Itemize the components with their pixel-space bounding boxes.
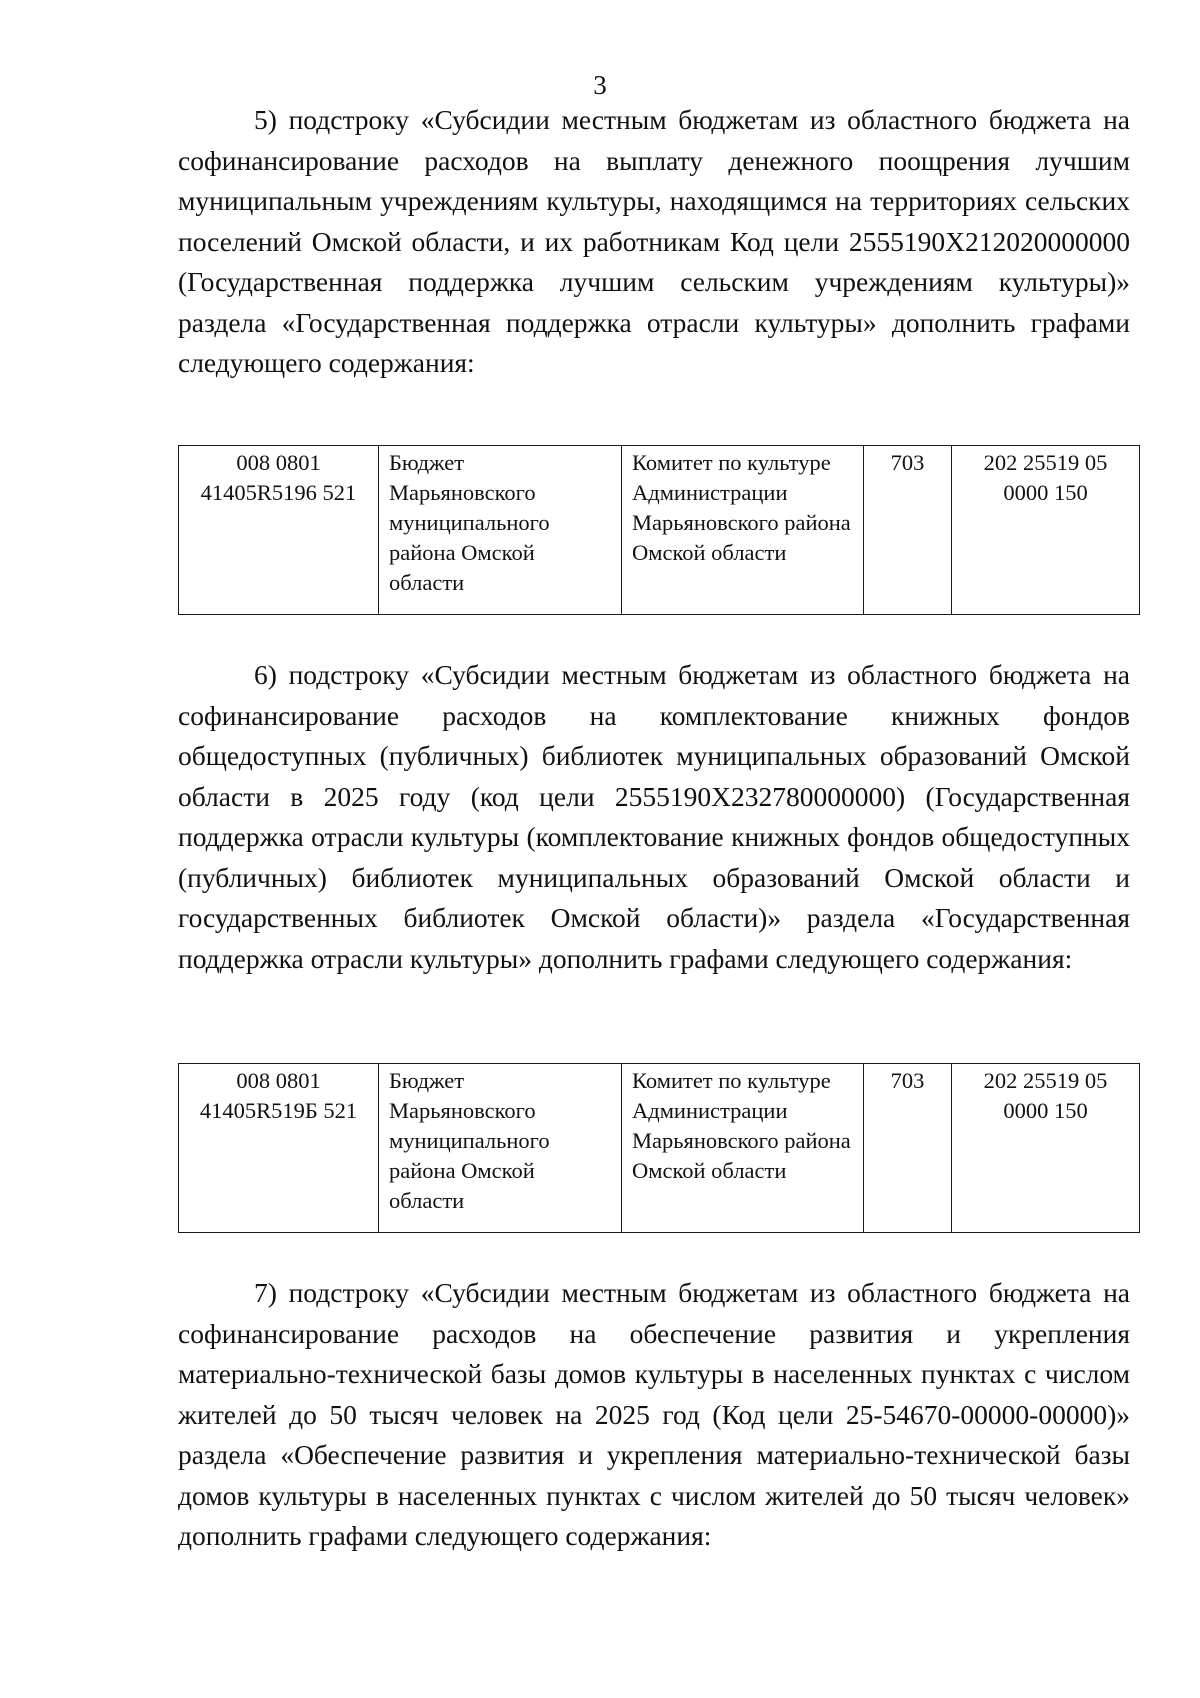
budget-name-cell: Бюджет Марьяновского муниципального района Омской области <box>379 1064 622 1233</box>
budget-classification-code-cell <box>179 446 379 615</box>
code-line-2: 41405R5196 521 <box>200 480 357 505</box>
paragraph-item-6: 6) подстроку «Субсидии местным бюджетам из областного бюджета на софинансирование расходов на комплектование книжных фондов общедоступных (публичных) библиотек муниципальных образований Омской области в 2025 году (код цели 2555190X232780000000) (Государственная поддержка отрасли культуры (комплектование книжных фондов общедоступных (публичных) библиотек муниципальных образований Омской области и государственных библиотек Омской области)» раздела «Государственная поддержка отрасли культуры» дополнить графами следующего содержания: <box>178 659 1130 974</box>
table-row <box>179 1064 1140 1233</box>
income-code-line-1: 202 25519 05 <box>983 1068 1108 1093</box>
income-code-line-2: 0000 150 <box>1003 480 1088 505</box>
budget-table-2 <box>178 1063 1140 1233</box>
admin-code-cell: 703 <box>864 446 952 615</box>
income-code-line-2: 0000 150 <box>1003 1098 1088 1123</box>
income-code-cell <box>952 1064 1140 1233</box>
budget-table-1 <box>178 445 1140 615</box>
paragraph-item-7: 7) подстроку «Субсидии местным бюджетам из областного бюджета на софинансирование расходов на обеспечение развития и укрепления материально-технической базы домов культуры в населенных пунктах с числом жителей до 50 тысяч человек на 2025 год (Код цели 25-54670-00000-00000)» раздела «Обеспечение развития и укрепления материально-технической базы домов культуры в населенных пунктах с числом жителей до 50 тысяч человек» дополнить графами следующего содержания: <box>178 1277 1130 1551</box>
page-number: 3 <box>593 70 607 100</box>
paragraph-item-5: 5) подстроку «Субсидии местным бюджетам из областного бюджета на софинансирование расходов на выплату денежного поощрения лучшим муниципальным учреждениям культуры, находящимся на территориях сельских поселений Омской области, и их работникам Код цели 2555190X212020000000 (Государственная поддержка лучшим сельским учреждениям культуры)» раздела «Государственная поддержка отрасли культуры» дополнить графами следующего содержания: <box>178 104 1130 378</box>
administrator-cell: Комитет по культуре Администрации Марьяновского района Омской области <box>622 446 864 615</box>
code-line-1: 008 0801 <box>236 1068 321 1093</box>
administrator-cell: Комитет по культуре Администрации Марьяновского района Омской области <box>622 1064 864 1233</box>
budget-name-cell: Бюджет Марьяновского муниципального района Омской области <box>379 446 622 615</box>
table-row <box>179 446 1140 615</box>
code-line-1: 008 0801 <box>236 450 321 475</box>
admin-code-cell: 703 <box>864 1064 952 1233</box>
income-code-line-1: 202 25519 05 <box>983 450 1108 475</box>
code-line-2: 41405R519Б 521 <box>199 1098 358 1123</box>
budget-classification-code-cell <box>179 1064 379 1233</box>
income-code-cell <box>952 446 1140 615</box>
